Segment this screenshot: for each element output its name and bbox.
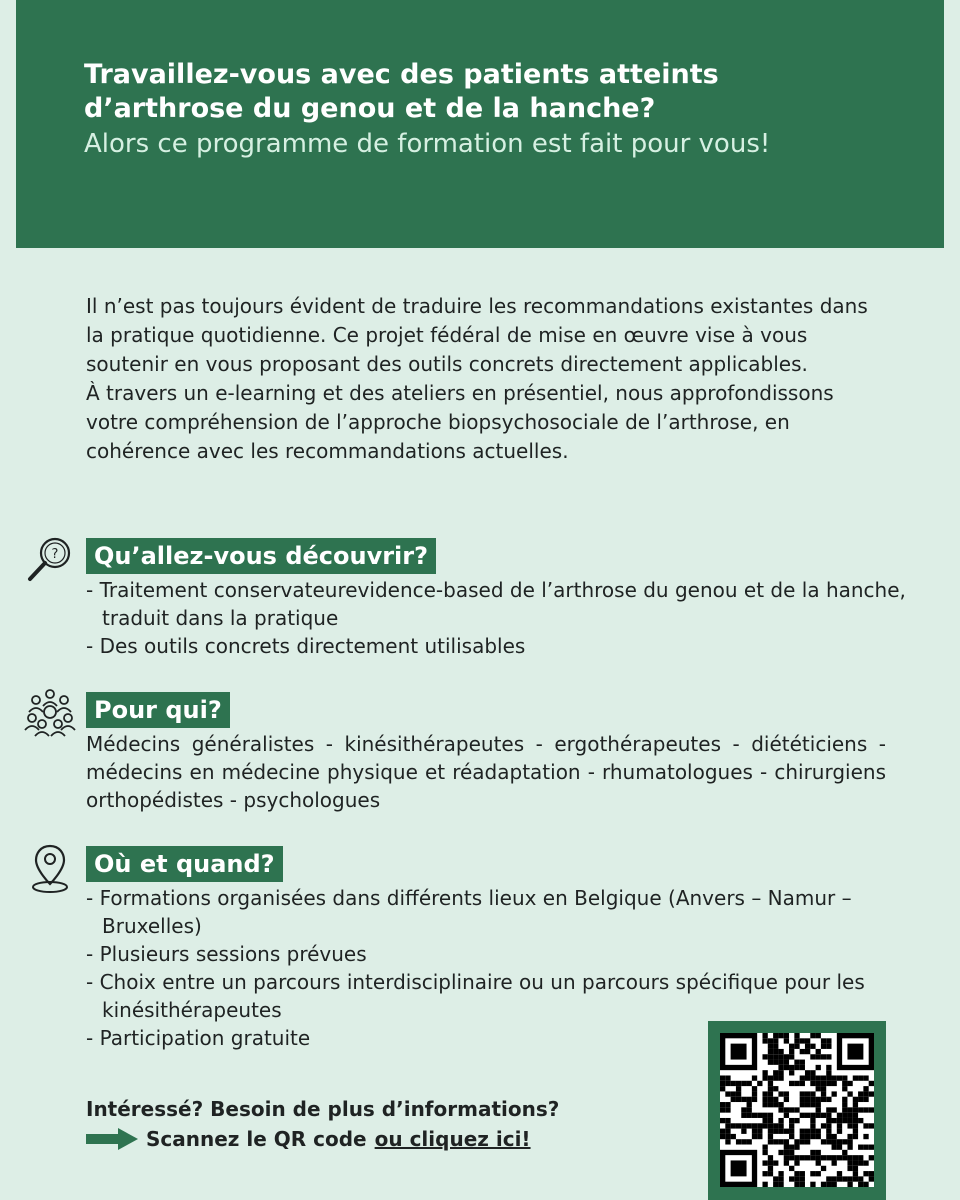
list-item: - Traitement conservateurevidence-based de l’arthrose du genou et de la hanche, traduit dans la pratique (86, 576, 906, 632)
svg-text:?: ? (51, 547, 59, 562)
hero-title: Travaillez-vous avec des patients atteints d’arthrose du genou et de la hanche? (84, 59, 719, 124)
discover-list (86, 576, 906, 660)
click-here-link[interactable]: ou cliquez ici! (374, 1127, 531, 1151)
list-item: - Formations organisées dans différents lieux en Belgique (Anvers – Namur – Bruxelles) (86, 884, 906, 940)
arrow-right-icon (86, 1127, 138, 1151)
group-people-icon (24, 688, 76, 740)
intro-text (86, 292, 876, 466)
who-text: Médecins généralistes - kinésithérapeutes - ergothérapeutes - diététiciens - médecins en médecine physique et réadaptation - rhumatologues - chirurgiens orthopédistes - psychologues (86, 732, 886, 812)
intro-paragraph-2: À travers un e-learning et des ateliers en présentiel, nous approfondissons votre compréhension de l’approche biopsychosociale de l’arthrose, en cohérence avec les recommandations actuelles. (86, 381, 834, 463)
hero-subtitle: Alors ce programme de formation est fait pour vous! (84, 129, 771, 159)
magnifier-question-icon (24, 534, 76, 586)
list-item: - Plusieurs sessions prévues (86, 940, 906, 968)
cta-row (86, 1124, 559, 1154)
list-item: - Choix entre un parcours interdisciplinaire ou un parcours spécifique pour les kinésithérapeutes (86, 968, 906, 1024)
who-section (86, 692, 906, 814)
where-heading: Où et quand? (86, 846, 283, 882)
who-heading: Pour qui? (86, 692, 230, 728)
list-item: - Des outils concrets directement utilisables (86, 632, 906, 660)
qr-code-icon[interactable] (720, 1033, 874, 1187)
qr-code-frame (708, 1021, 886, 1200)
cta-question: Intéressé? Besoin de plus d’informations? (86, 1097, 560, 1121)
call-to-action (86, 1094, 559, 1154)
list-item: - Participation gratuite (86, 1024, 906, 1052)
cta-scan-text: Scannez le QR code (146, 1127, 367, 1151)
map-pin-icon (24, 842, 76, 894)
discover-heading: Qu’allez-vous découvrir? (86, 538, 436, 574)
discover-section (51, 538, 906, 660)
intro-paragraph-1: Il n’est pas toujours évident de traduire les recommandations existantes dans la pratique quotidienne. Ce projet fédéral de mise en œuvre vise à vous soutenir en vous proposant des outils concrets directement applicables. (86, 294, 868, 376)
hero-banner (16, 0, 944, 248)
